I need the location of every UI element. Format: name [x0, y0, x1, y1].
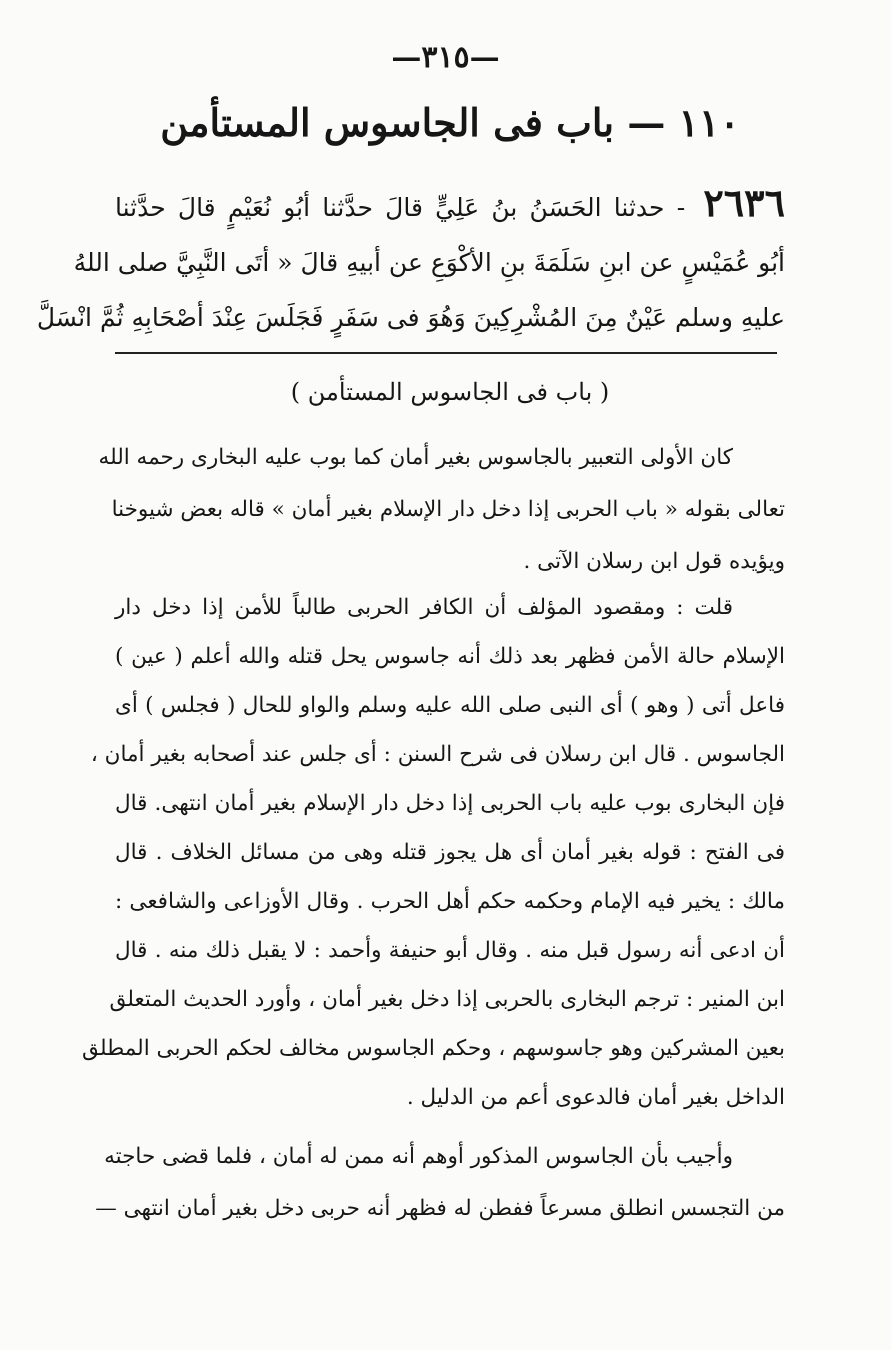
- commentary-paragraph: [95, 1131, 785, 1235]
- commentary-paragraph: [82, 583, 785, 1122]
- text-line: فاعل أتى ( وهو ) أى النبى صلى الله عليه وسلم والواو للحال ( فجلس ) أى: [115, 693, 785, 718]
- text-line: ويؤيده قول ابن رسلان الآتى .: [523, 549, 785, 574]
- text-line: تعالى بقوله « باب الحربى إذا دخل دار الإسلام بغير أمان » قاله بعض شيوخنا: [111, 497, 785, 522]
- text-line: أن ادعى أنه رسول قبل منه . وقال أبو حنيفة وأحمد : لا يقبل ذلك منه . قال: [115, 938, 785, 963]
- text-line: كان الأولى التعبير بالجاسوس بغير أمان كما بوب عليه البخارى رحمه الله: [98, 445, 733, 470]
- commentary-heading: ( باب فى الجاسوس المستأمن ): [290, 378, 610, 406]
- hadith-line: [115, 175, 785, 235]
- hadith-number: ٢٦٣٦: [703, 180, 785, 225]
- text-line: الجاسوس . قال ابن رسلان فى شرح السنن : أى جلس عند أصحابه بغير أمان ،: [90, 742, 785, 767]
- text-line: من التجسس انطلق مسرعاً ففطن له فظهر أنه حربى دخل بغير أمان انتهى —: [95, 1196, 785, 1221]
- text-line: الداخل بغير أمان فالدعوى أعم من الدليل .: [406, 1085, 785, 1110]
- page-number: —٣١٥—: [391, 40, 500, 75]
- text-line: بعين المشركين وهو جاسوسهم ، وحكم الجاسوس مخالف لحكم الحربى المطلق: [82, 1036, 785, 1061]
- text-line: ابن المنير : ترجم البخارى بالحربى إذا دخل بغير أمان ، وأورد الحديث المتعلق: [109, 987, 785, 1012]
- commentary-paragraph: [98, 432, 785, 588]
- chapter-title: ١١٠ — باب فى الجاسوس المستأمن: [160, 100, 740, 145]
- hadith-line: عليهِ وسلم عَيْنٌ مِنَ المُشْرِكِينَ وَهُوَ فى سَفَرٍ فَجَلَسَ عِنْدَ أصْحَابِهِ ثُمَّ انْسَلَّ: [36, 303, 785, 332]
- hadith-line-text: - حدثنا الحَسَنُ بنُ عَلِيٍّ قالَ حدَّثنا أبُو نُعَيْمٍ قالَ حدَّثنا: [115, 193, 686, 222]
- text-line: مالك : يخير فيه الإمام وحكمه حكم أهل الحرب . وقال الأوزاعى والشافعى :: [115, 889, 785, 914]
- divider-rule: [115, 352, 777, 354]
- text-line: قلت : ومقصود المؤلف أن الكافر الحربى طالباً للأمن إذا دخل دار: [115, 595, 733, 620]
- text-line: وأجيب بأن الجاسوس المذكور أوهم أنه ممن له أمان ، فلما قضى حاجته: [104, 1144, 733, 1169]
- text-line: فى الفتح : قوله بغير أمان أى هل يجوز قتله وهى من مسائل الخلاف . قال: [115, 840, 785, 865]
- text-line: فإن البخارى بوب عليه باب الحربى إذا دخل دار الإسلام بغير أمان انتهى. قال: [115, 791, 785, 816]
- text-line: الإسلام حالة الأمن فظهر بعد ذلك أنه جاسوس يحل قتله والله أعلم ( عين ): [115, 644, 785, 669]
- hadith-line: أبُو عُمَيْسٍ عن ابنِ سَلَمَةَ بنِ الأكْوَعِ عن أبيهِ قالَ « أتَى النَّبِيَّ صلى اللهُ: [73, 248, 785, 277]
- hadith-text: [36, 175, 785, 345]
